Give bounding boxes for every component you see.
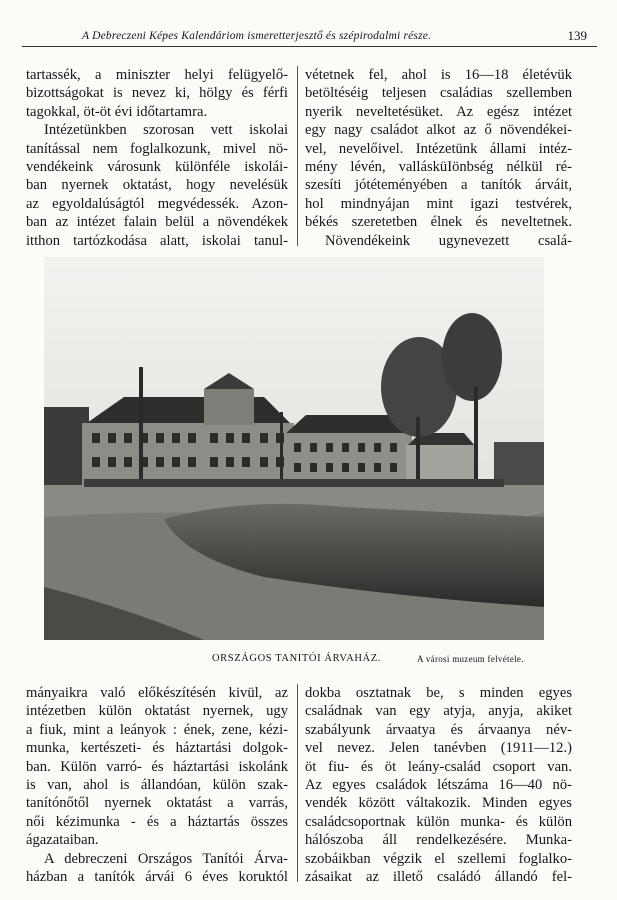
text-line: vendékeink városunk különféle iskolái- <box>26 159 288 176</box>
text-line: az egyoldalúságtól megvédessék. Azon- <box>26 195 288 212</box>
text-line: ban az intézet falain belül a növendékek <box>26 214 288 231</box>
text-line: mányaikra való előkészítésén kivül, az <box>26 685 288 701</box>
text-line: szesíti jótéteményében a tanítók árváit, <box>305 177 572 194</box>
text-line: ban nyernek oktatást, hogy nevelésük <box>26 177 288 194</box>
text-line: dokba osztatnak be, s minden egyes <box>305 685 572 701</box>
text-line: tanítással nem foglalkozunk, mivel nö- <box>26 140 288 157</box>
text-line: munka, kertészeti- és háztartási dolgok- <box>26 740 288 757</box>
text-line: ban. Külön varró- és háztartási iskolánk <box>26 758 288 775</box>
caption-title: ORSZÁGOS TANITÓI ÁRVAHÁZ. <box>212 653 381 664</box>
text-line: családcsoportnak külön munka- és külön <box>305 813 572 830</box>
text-line: vel nevez. Jelen tanévben (1911—12.) <box>305 740 572 757</box>
page-number: 139 <box>567 28 587 43</box>
text-line: Az egyes családok létszáma 16—40 nö- <box>305 777 572 794</box>
text-line: tartassék, a miniszter helyi felügyelő- <box>26 67 288 83</box>
text-line: egy nagy családot alkot az ő növendékei- <box>305 122 572 139</box>
text-line: bizottságokat is nevez ki, hölgy és férfi <box>26 85 288 102</box>
text-line: zásaikat az illető családó állandó fel- <box>305 869 572 886</box>
top-left-column <box>26 66 288 250</box>
text-line: szobáikban végzik el szellemi foglalko- <box>305 850 572 867</box>
text-line: mény lévén, vallásküIönbség nélkül ré- <box>305 159 572 176</box>
text-line: szabályunk árvaatya és árvaanya név- <box>305 721 572 738</box>
text-line: ágazataiban. <box>26 832 99 849</box>
text-line: itthon tartózkodása alatt, iskolai tanul- <box>26 232 288 249</box>
text-line: is van, ahol is állandóan, külön szak- <box>26 777 288 794</box>
top-right-column <box>305 66 572 250</box>
text-line: házban a tanítók árvái 6 éves koruktól <box>26 869 288 886</box>
text-line: hol mindnyájan mint igazi testvérek, <box>305 195 572 212</box>
photo-caption <box>212 653 572 667</box>
text-line: intézetben külön oktatást nyernek, ugy <box>26 703 288 720</box>
text-line: vendék között váltakozik. Minden egyes <box>305 795 572 812</box>
bottom-left-column <box>26 684 288 886</box>
text-line: betöltéséig teljesen családias szellemben <box>305 85 572 102</box>
text-line: családnak van egy atyja, anyja, akiket <box>305 703 572 720</box>
text-line: Növendékeink ugynevezett csalá- <box>325 232 572 249</box>
text-line: hálószoba áll rendelkezésére. Munka- <box>305 832 572 849</box>
text-line: vétetnek fel, ahol is 16—18 életévük <box>305 67 572 83</box>
column-divider <box>297 684 298 882</box>
text-line: öt fiu- és öt leány-család csoport van. <box>305 758 572 775</box>
text-line: nyerik neveltetésüket. Az egész intézet <box>305 103 572 120</box>
column-divider <box>297 66 298 246</box>
caption-credit: A városi muzeum felvétele. <box>417 654 524 664</box>
text-line: Intézetünkben szorosan vett iskolai <box>44 122 288 139</box>
text-line: békés szeretetben élnek és neveltetnek. <box>305 214 572 231</box>
orphanage-photograph <box>44 257 544 640</box>
text-line: tagokkal, öt-öt évi időtartamra. <box>26 103 208 120</box>
running-title: A Debreczeni Képes Kalendáriom ismeretterjesztő és szépirodalmi része. <box>82 30 432 42</box>
text-line: tanítónőtől nyernek oktatást a varrás, <box>26 795 288 812</box>
text-line: a fiuk, mint a leányok : ének, zene, kézi- <box>26 721 288 738</box>
bottom-right-column <box>305 684 572 886</box>
text-line: női kézimunka - és a háztartás összes <box>26 813 288 830</box>
text-line: vel, nevelőivel. Intézetünk állami intéz- <box>305 140 572 157</box>
text-line: A debreczeni Országos Tanítói Árva- <box>44 850 288 867</box>
running-header <box>22 22 597 47</box>
